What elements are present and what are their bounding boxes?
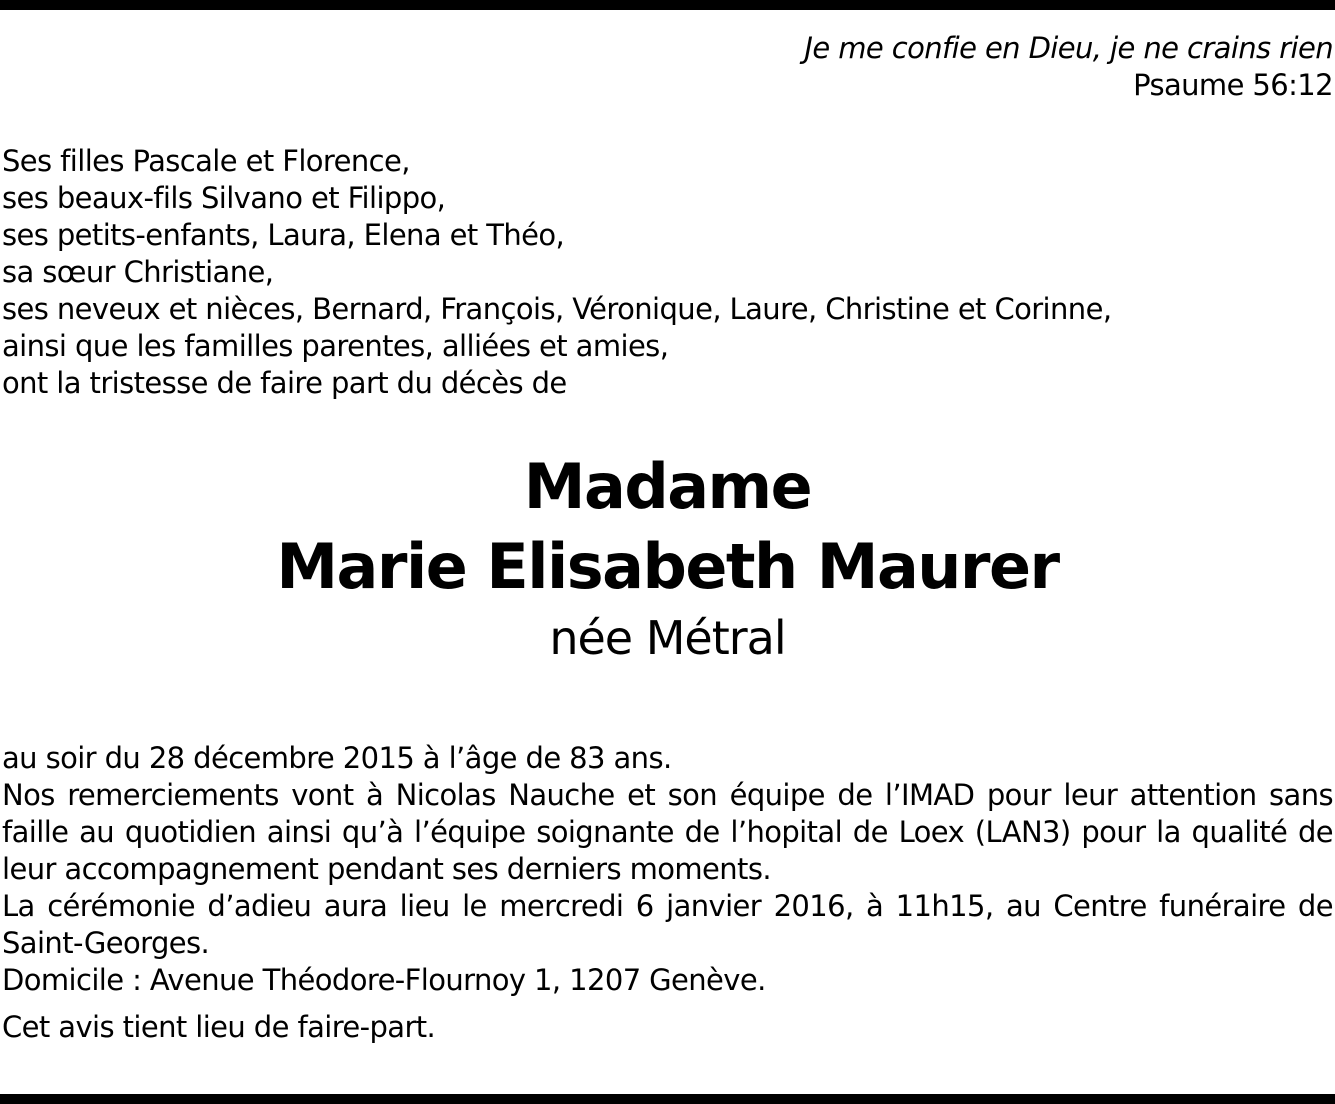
family-line: ses beaux-fils Silvano et Filippo,	[2, 181, 446, 215]
ceremony-paragraph: La cérémonie d’adieu aura lieu le mercredi 6 janvier 2016, à 11h15, au Centre funéraire de Saint-Georges.	[2, 889, 1333, 960]
bottom-border-rule	[0, 1094, 1335, 1104]
closing-line: Cet avis tient lieu de faire-part.	[2, 1010, 436, 1044]
top-border-rule	[0, 0, 1335, 10]
deceased-title: Madame	[523, 450, 812, 523]
deceased-name: Marie Elisabeth Maurer	[276, 530, 1059, 603]
family-line: ses neveux et nièces, Bernard, François, Véronique, Laure, Christine et Corinne,	[2, 292, 1112, 326]
epigraph-quote: Je me confie en Dieu, je ne crains rien	[804, 31, 1333, 65]
family-line: sa sœur Christiane,	[2, 255, 274, 289]
epigraph	[804, 30, 1333, 104]
family-line: ses petits-enfants, Laura, Elena et Théo,	[2, 218, 565, 252]
announcement-details	[2, 740, 1333, 1046]
family-line: ont la tristesse de faire part du décès de	[2, 366, 567, 400]
date-age-line: au soir du 28 décembre 2015 à l’âge de 83 ans.	[2, 741, 672, 775]
family-line: ainsi que les familles parentes, alliées et amies,	[2, 329, 669, 363]
deceased-maiden-name: née Métral	[549, 611, 786, 665]
family-line: Ses filles Pascale et Florence,	[2, 144, 410, 178]
epigraph-reference: Psaume 56:12	[1133, 68, 1333, 102]
deceased-name-block	[0, 447, 1335, 667]
family-announcement	[2, 143, 1111, 402]
thanks-paragraph: Nos remerciements vont à Nicolas Nauche et son équipe de l’IMAD pour leur attention sans faille au quotidien ainsi qu’à l’équipe soignante de l’hopital de Loex (LAN3) pour la qualité de leur accompagnement pendant ses derniers moments.	[2, 778, 1333, 886]
domicile-line: Domicile : Avenue Théodore-Flournoy 1, 1207 Genève.	[2, 963, 766, 997]
